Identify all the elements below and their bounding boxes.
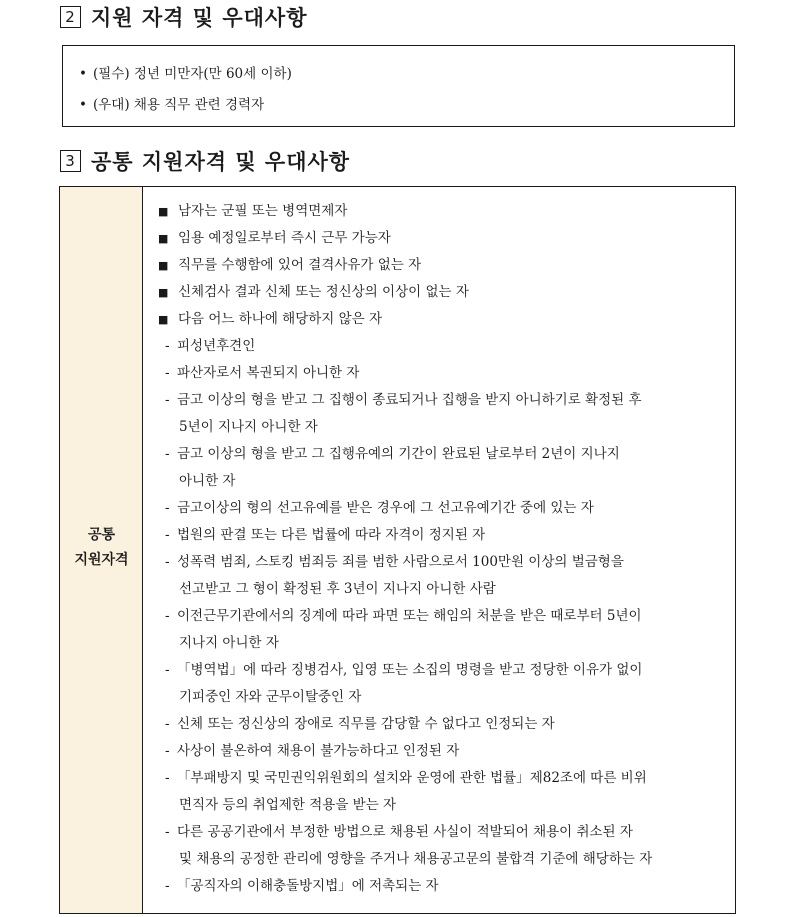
disqualification-continuation xyxy=(179,471,235,491)
disqualification-text: 및 채용의 공정한 관리에 영향을 주거나 채용공고문의 불합격 기준에 해당하는 자 xyxy=(179,851,653,867)
list-item xyxy=(79,93,264,113)
section-number-box: 2 xyxy=(60,6,81,28)
disqualification-item xyxy=(165,498,594,518)
requirement-item xyxy=(158,228,391,249)
disqualification-continuation xyxy=(179,633,279,653)
disqualification-text: 「병역법」에 따라 징병검사, 입영 또는 소집의 명령을 받고 정당한 이유가 없이 xyxy=(177,662,643,678)
disqualification-text: 5년이 지나지 아니한 자 xyxy=(179,419,318,435)
disqualification-text: 금고 이상의 형을 받고 그 집행이 종료되거나 집행을 받지 아니하기로 확정된 후 xyxy=(177,392,642,408)
item-text: (우대) 채용 직무 관련 경력자 xyxy=(92,97,265,113)
disqualification-text: 다른 공공기관에서 부정한 방법으로 채용된 사실이 적발되어 채용이 취소된 자 xyxy=(177,824,633,840)
disqualification-text: 피성년후견인 xyxy=(177,338,256,354)
dash-bullet: - xyxy=(165,608,170,624)
square-bullet-icon: ■ xyxy=(158,232,169,245)
disqualification-text: 성폭력 범죄, 스토킹 범죄등 죄를 범한 사람으로서 100만원 이상의 벌금형을 xyxy=(177,554,624,570)
dash-bullet: - xyxy=(165,824,170,840)
table-label-line: 공통 xyxy=(87,527,116,543)
dash-bullet: - xyxy=(165,392,170,408)
dash-bullet: - xyxy=(165,716,170,732)
square-bullet-icon: ■ xyxy=(158,259,169,272)
requirement-text: 다음 어느 하나에 해당하지 않은 자 xyxy=(178,311,383,327)
dash-bullet: - xyxy=(165,365,170,381)
disqualification-item xyxy=(165,525,485,545)
requirement-text: 임용 예정일로부터 즉시 근무 가능자 xyxy=(178,230,391,246)
disqualification-item xyxy=(165,606,642,626)
requirement-text: 직무를 수행함에 있어 결격사유가 없는 자 xyxy=(178,257,422,273)
dash-bullet: - xyxy=(165,338,170,354)
table-label-cell xyxy=(60,187,143,913)
disqualification-text: 이전근무기관에서의 징계에 따라 파면 또는 해임의 처분을 받은 때로부터 5년이 xyxy=(177,608,642,624)
disqualification-text: 지나지 아니한 자 xyxy=(179,635,279,651)
disqualification-item xyxy=(165,660,642,680)
qualification-box xyxy=(62,45,735,127)
square-bullet-icon: ■ xyxy=(158,205,169,218)
dash-bullet: - xyxy=(165,500,170,516)
square-bullet-icon: ■ xyxy=(158,286,169,299)
disqualification-text: 아니한 자 xyxy=(179,473,236,489)
dash-bullet: - xyxy=(165,878,170,894)
section-number-box: 3 xyxy=(60,150,81,172)
disqualification-continuation xyxy=(179,687,361,707)
disqualification-item xyxy=(165,741,459,761)
section-title: 공통 지원자격 및 우대사항 xyxy=(91,150,351,174)
table-label xyxy=(60,523,143,573)
bullet: • xyxy=(79,97,87,113)
dash-bullet: - xyxy=(165,743,170,759)
disqualification-text: 「부패방지 및 국민권익위원회의 설치와 운영에 관한 법률」제82조에 따른 비위 xyxy=(177,770,647,786)
dash-bullet: - xyxy=(165,527,170,543)
list-item xyxy=(79,62,292,82)
disqualification-continuation xyxy=(179,795,396,815)
disqualification-text: 선고받고 그 형이 확정된 후 3년이 지나지 아니한 사람 xyxy=(179,581,496,597)
disqualification-item xyxy=(165,768,647,788)
section-2-heading xyxy=(60,2,308,32)
dash-bullet: - xyxy=(165,770,170,786)
requirement-item xyxy=(158,201,347,222)
section-3-heading xyxy=(60,146,350,176)
disqualification-text: 금고이상의 형의 선고유예를 받은 경우에 그 선고유예기간 중에 있는 자 xyxy=(177,500,594,516)
disqualification-text: 금고 이상의 형을 받고 그 집행유예의 기간이 완료된 날로부터 2년이 지나지 xyxy=(177,446,620,462)
requirement-text: 신체검사 결과 신체 또는 정신상의 이상이 없는 자 xyxy=(178,284,469,300)
requirement-item xyxy=(158,282,469,303)
table-label-line: 지원자격 xyxy=(74,552,129,568)
section-title: 지원 자격 및 우대사항 xyxy=(91,6,308,30)
disqualification-text: 면직자 등의 취업제한 적용을 받는 자 xyxy=(179,797,397,813)
square-bullet-icon: ■ xyxy=(158,313,169,326)
disqualification-item xyxy=(165,876,439,896)
disqualification-text: 신체 또는 정신상의 장애로 직무를 감당할 수 없다고 인정되는 자 xyxy=(177,716,555,732)
item-text: (필수) 정년 미만자(만 60세 이하) xyxy=(92,66,292,82)
requirement-text: 남자는 군필 또는 병역면제자 xyxy=(178,203,348,219)
dash-bullet: - xyxy=(165,662,170,678)
disqualification-text: 「공직자의 이해충돌방지법」에 저촉되는 자 xyxy=(177,878,439,894)
dash-bullet: - xyxy=(165,446,170,462)
disqualification-item xyxy=(165,363,359,383)
disqualification-item xyxy=(165,336,255,356)
dash-bullet: - xyxy=(165,554,170,570)
disqualification-item xyxy=(165,444,620,464)
disqualification-continuation xyxy=(179,579,496,599)
disqualification-item xyxy=(165,714,555,734)
disqualification-text: 파산자로서 복권되지 아니한 자 xyxy=(177,365,360,381)
common-qualification-table xyxy=(59,186,736,914)
disqualification-text: 사상이 불온하여 채용이 불가능하다고 인정된 자 xyxy=(177,743,460,759)
disqualification-item xyxy=(165,822,633,842)
bullet: • xyxy=(79,66,87,82)
disqualification-item xyxy=(165,552,624,572)
disqualification-text: 법원의 판결 또는 다른 법률에 따라 자격이 정지된 자 xyxy=(177,527,486,543)
disqualification-text: 기피중인 자와 군무이탈중인 자 xyxy=(179,689,362,705)
disqualification-continuation xyxy=(179,849,652,869)
disqualification-item xyxy=(165,390,642,410)
table-content-cell xyxy=(143,187,735,913)
requirement-item xyxy=(158,255,421,276)
disqualification-continuation xyxy=(179,417,318,437)
requirement-item xyxy=(158,309,382,330)
